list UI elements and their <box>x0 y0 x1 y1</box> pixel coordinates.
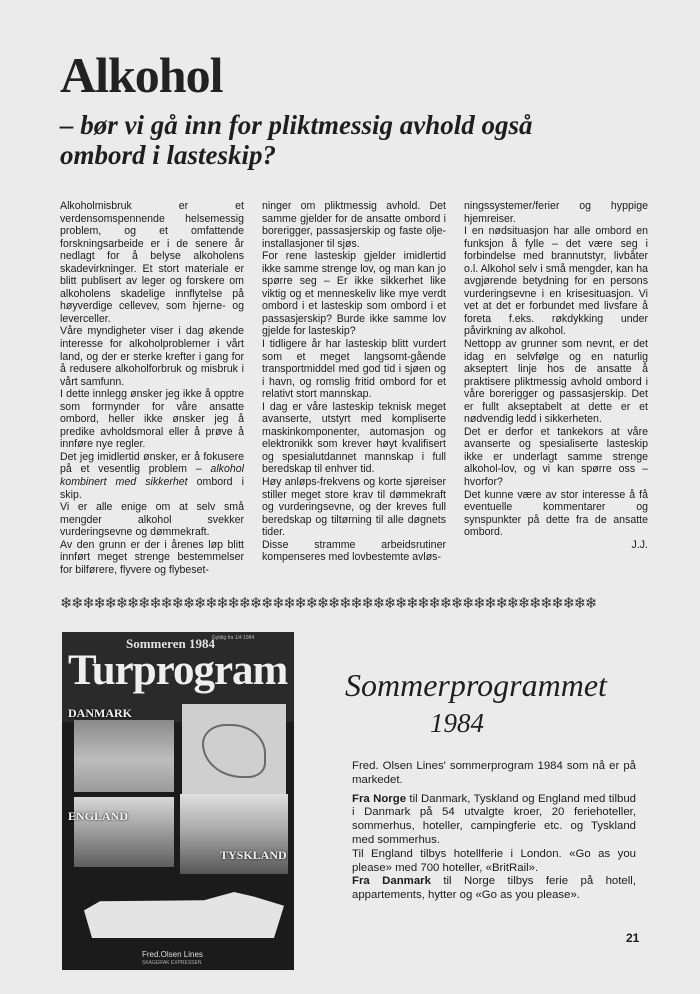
sommer-body <box>352 760 636 908</box>
paragraph <box>60 451 244 501</box>
brochure-headline: Turprogram <box>68 647 288 694</box>
label-england: ENGLAND <box>68 809 129 823</box>
text: til Danmark, Tyskland og England med tilbud i Danmark på 54 utvalgte kroer, 20 feriehoteller, sommerhus, hoteller, campingferie etc. og Tyskland med sommerhus. <box>352 792 636 846</box>
paragraph: ninger om pliktmessig avhold. Det samme gjelder for de ansatte ombord i borerigger, passasjerskip og faste olje-installasjoner til sjøs. <box>262 200 446 250</box>
paragraph: I dette innlegg ønsker jeg ikke å opptre som formynder for våre ansatte ombord, heller ikke ønsker jeg å predike avholdsmoral eller å prøve å innføre nye regler. <box>60 388 244 451</box>
author-signature: J.J. <box>631 538 648 551</box>
logo-text: Fred.Olsen Lines <box>142 950 203 959</box>
text: Til England tilbys hotellferie i London. «Go as you please» med 700 hoteller, «BritRail». <box>352 847 636 874</box>
article-column-3 <box>464 200 648 575</box>
sommer-year: 1984 <box>430 708 484 738</box>
sommer-title: Sommerprogrammet <box>345 667 607 703</box>
page-number: 21 <box>626 931 640 945</box>
article-column-1 <box>60 200 244 575</box>
label-tyskland: TYSKLAND <box>220 848 287 862</box>
paragraph: I dag er våre lasteskip teknisk meget avanserte, utstyrt med kompliserte maskinkomponenter, automasjon og elektronikk som krever høyt kvalifisert og spesialutdannet mannskap i full beredskap til enhver tid. <box>262 400 446 476</box>
paragraph: Det er derfor et tankekors at våre avanserte og spesialiserte lasteskip ikke er underlagt samme strenge alkohol-lov, og vi kan spørre oss – hvorfor? <box>464 425 648 489</box>
emphasis: alkohol kombinert med sikkerhet <box>60 463 244 489</box>
bold-lead: Fra Danmark <box>352 875 431 888</box>
article-body <box>60 200 648 575</box>
route-map-image <box>182 704 286 804</box>
snowflake-divider: ❄❄❄❄❄❄❄❄❄❄❄❄❄❄❄❄❄❄❄❄❄❄❄❄❄❄❄❄❄❄❄❄❄❄❄❄❄❄❄❄❄❄❄❄❄❄❄❄ <box>60 594 597 612</box>
paragraph: Vi er alle enige om at selv små mengder alkohol svekker vurderingsevne og dømmekraft. <box>60 501 244 539</box>
brochure-cover-image <box>62 632 294 970</box>
london-photo <box>74 797 174 867</box>
paragraph: Våre myndigheter viser i dag økende interesse for alkoholproblemer i vårt land, og der er sterke krefter i gang for å redusere alkoholforbruk og misbruk i vårt samfunn. <box>60 325 244 388</box>
logo-subtext: SKAGERAK EXPRESSEN <box>142 960 202 966</box>
paragraph: Disse stramme arbeidsrutiner kompenseres med lovbestemte avløs- <box>262 538 446 564</box>
paragraph: Alkoholmisbruk er et verdensomspennende helsemessig problem, og et omfattende forskningsarbeide er i de senere år nedlagt for å belyse alkoholens skadevirkninger. Et stort materiale er blitt publisert av leger og forskere om alkoholens skadelige innflytelse på høyverdige cellevev, som hjerne- og leverceller. <box>60 200 244 325</box>
label-danmark: DANMARK <box>68 706 132 720</box>
text: Det jeg imidlertid ønsker, er å fokusere på et vesentlig problem – <box>60 450 244 476</box>
paragraph: Det kunne være av stor interesse å få eventuelle kommentarer og synspunkter på dette fra de ansatte ombord. <box>464 488 648 539</box>
bold-lead: Fra Norge <box>352 792 407 805</box>
brochure-season: Sommeren 1984 <box>126 636 215 651</box>
text: ombord i skip. <box>60 476 244 501</box>
text: til Norge tilbys ferie på hotell, appartements, hytter og «Go as you please». <box>352 875 636 902</box>
paragraph: Høy anløps-frekvens og korte sjøreiser stiller meget store krav til dømmekraft og vurderingsevne, og der kreves full beredskap og tiltørning til alle døgnets tider. <box>262 476 446 539</box>
paragraph <box>352 793 636 903</box>
paragraph: Nettopp av grunner som nevnt, er det idag en selvfølge og en naturlig akseptert linje hos de ansatte å praktisere pliktmessig avhold ombord i våre borerigger og passasjerskip. Det er fullt akseptabelt at dette er et nødvendig ledd i sikkerheten. <box>464 338 648 426</box>
beach-photo <box>74 720 174 792</box>
paragraph: For rene lasteskip gjelder imidlertid ikke samme strenge lov, og man kan jo spørre seg – Er ikke sikkerhet like viktig og et menneskeliv like mye verdt ombord i et lasteskip som ombord i et passasjerskip? Burde ikke samme lov gjelde for lasteskip? <box>262 250 446 338</box>
paragraph: I tidligere år har lasteskip blitt vurdert som et meget langsomt-gående transportmiddel med god tid i sjøen og i havn, og romslig fritid ombord for et relativt stort mannskap. <box>262 338 446 401</box>
paragraph: ningssystemer/ferier og hyppige hjemreiser. <box>464 200 648 225</box>
paragraph: Fred. Olsen Lines' sommerprogram 1984 som nå er på markedet. <box>352 760 636 786</box>
ship-photo <box>84 892 284 938</box>
paragraph: I en nødsituasjon har alle ombord en funksjon å fylle – det være seg i forbindelse med brannutstyr, livbåter o.l. Alkohol selv i små mengder, kan ha avgjørende betydning for en persons vurderingsevne i en krisesituasjon. Vi vet at det er forbundet med livsfare å foreta f.eks. røkdykking under påvirkning av alkohol. <box>464 225 648 338</box>
paragraph: Av den grunn er der i årenes løp blitt innført meget strenge bestemmelser for bilførere, flyvere og flybeset- <box>60 538 244 576</box>
brochure-logo <box>142 950 203 968</box>
article-subtitle: – bør vi gå inn for pliktmessig avhold også ombord i lasteskip? <box>60 110 533 170</box>
article-column-2 <box>262 200 446 575</box>
brochure-validity: Gyldig fra 1/4 1984 <box>212 635 255 641</box>
article-title: Alkohol <box>60 47 223 103</box>
